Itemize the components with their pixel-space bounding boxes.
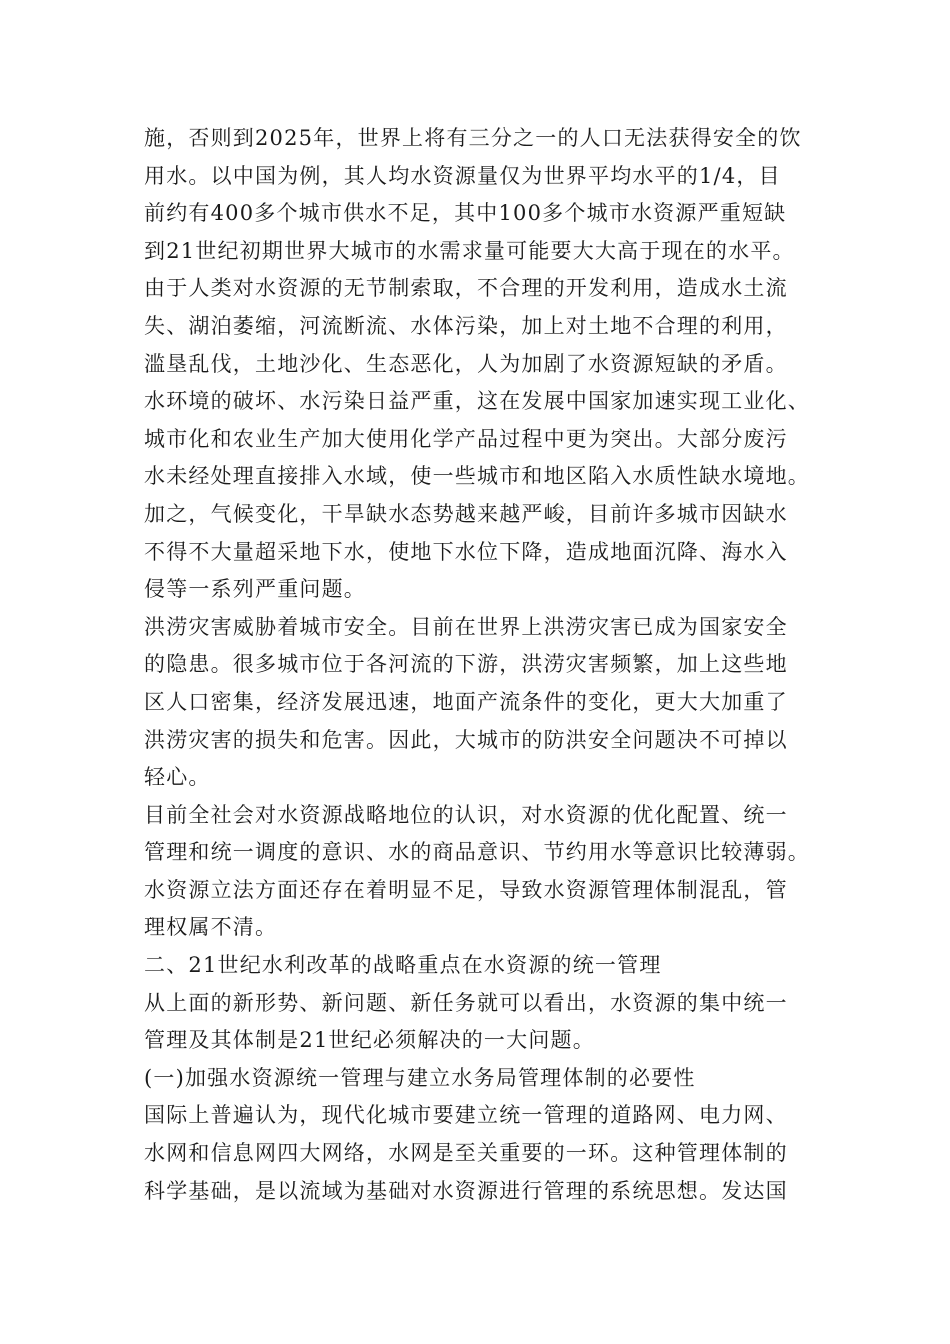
text-line: (一)加强水资源统一管理与建立水务局管理体制的必要性: [144, 1065, 696, 1090]
text-line: 水网和信息网四大网络，水网是至关重要的一环。这种管理体制的: [144, 1141, 788, 1166]
text-line: 洪涝灾害的损失和危害。因此，大城市的防洪安全问题决不可掉以: [144, 727, 788, 752]
text-line: 目前全社会对水资源战略地位的认识，对水资源的优化配置、统一: [144, 802, 788, 827]
text-line: 管理及其体制是21世纪必须解决的一大问题。: [144, 1028, 595, 1053]
text-line: 加之，气候变化，干旱缺水态势越来越严峻，目前许多城市因缺水: [144, 501, 788, 526]
text-line: 侵等一系列严重问题。: [144, 577, 366, 602]
text-line: 城市化和农业生产加大使用化学产品过程中更为突出。大部分废污: [144, 426, 788, 451]
text-line: 管理和统一调度的意识、水的商品意识、节约用水等意识比较薄弱。: [144, 840, 810, 865]
text-line: 从上面的新形势、新问题、新任务就可以看出，水资源的集中统一: [144, 990, 788, 1015]
text-line: 科学基础，是以流域为基础对水资源进行管理的系统思想。发达国: [144, 1178, 788, 1203]
text-line: 水未经处理直接排入水域，使一些城市和地区陷入水质性缺水境地。: [144, 464, 810, 489]
text-line: 洪涝灾害威胁着城市安全。目前在世界上洪涝灾害已成为国家安全: [144, 614, 788, 639]
text-line: 区人口密集，经济发展迅速，地面产流条件的变化，更大大加重了: [144, 689, 788, 714]
text-line: 施，否则到2025年，世界上将有三分之一的人口无法获得安全的饮: [144, 126, 802, 150]
text-line: 到21世纪初期世界大城市的水需求量可能要大大高于现在的水平。: [144, 238, 795, 263]
text-line: 滥垦乱伐，土地沙化、生态恶化，人为加剧了水资源短缺的矛盾。: [144, 351, 788, 376]
text-line: 水环境的破坏、水污染日益严重，这在发展中国家加速实现工业化、: [144, 389, 810, 414]
text-line: 理权属不清。: [144, 915, 278, 940]
text-line: 由于人类对水资源的无节制索取，不合理的开发利用，造成水土流: [144, 276, 788, 301]
text-line: 二、21世纪水利改革的战略重点在水资源的统一管理: [144, 953, 662, 978]
text-line: 不得不大量超采地下水，使地下水位下降，造成地面沉降、海水入: [144, 539, 788, 564]
text-line: 前约有400多个城市供水不足，其中100多个城市水资源严重短缺: [144, 201, 787, 226]
text-line: 水资源立法方面还存在着明显不足，导致水资源管理体制混乱，管: [144, 877, 788, 902]
text-line: 的隐患。很多城市位于各河流的下游，洪涝灾害频繁，加上这些地: [144, 652, 788, 677]
text-line: 失、湖泊萎缩，河流断流、水体污染，加上对土地不合理的利用，: [144, 313, 788, 338]
text-line: 轻心。: [144, 765, 211, 790]
document-body-text: [144, 120, 824, 1210]
text-line: 用水。以中国为例，其人均水资源量仅为世界平均水平的1/4，目: [144, 163, 781, 188]
text-line: 国际上普遍认为，现代化城市要建立统一管理的道路网、电力网、: [144, 1103, 788, 1128]
